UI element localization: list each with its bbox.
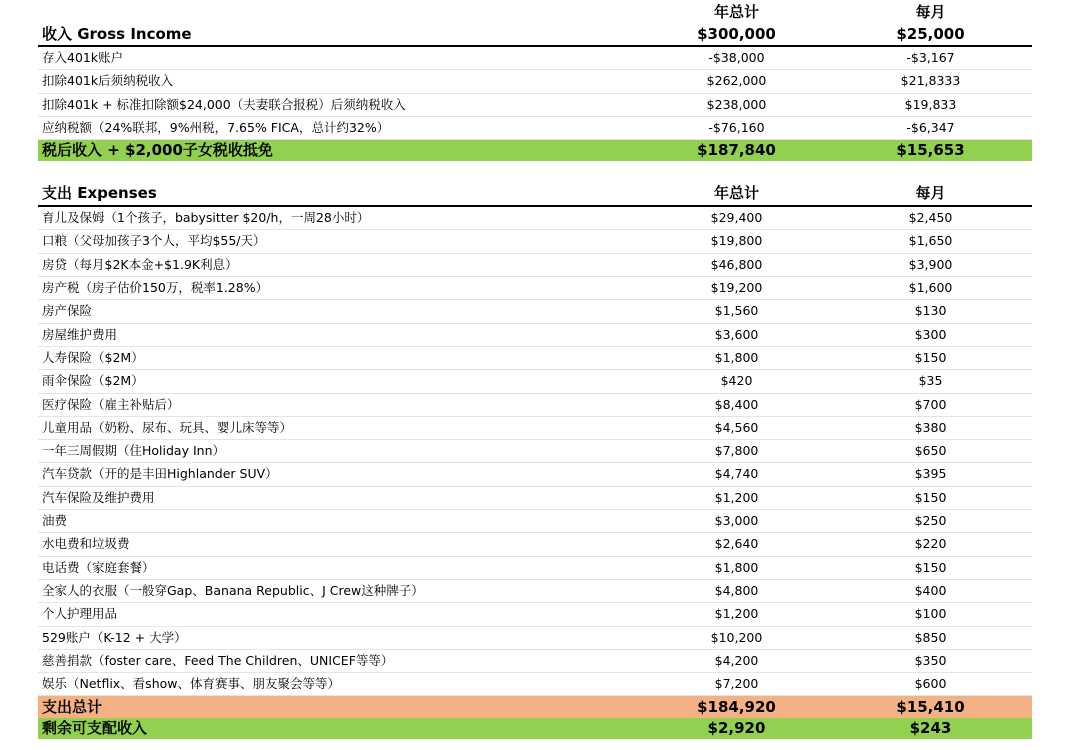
table-row: 油费 $3,000 $250 [38, 510, 1032, 533]
expenses-header-row [38, 182, 1032, 207]
table-row: 育儿及保姆（1个孩子，babysitter $20/h，一周28小时） $29,400 $2,450 [38, 207, 1032, 230]
income-column-headers [38, 0, 1032, 24]
table-row: 电话费（家庭套餐） $1,800 $150 [38, 557, 1032, 580]
net-income-year: $187,840 [697, 141, 776, 160]
table-row: 人寿保险（$2M） $1,800 $150 [38, 347, 1032, 370]
table-row: 慈善捐款（foster care、Feed The Children、UNICEF等等） $4,200 $350 [38, 650, 1032, 673]
table-row: 房产保险 $1,560 $130 [38, 300, 1032, 323]
expenses-total-year: $184,920 [697, 698, 776, 717]
budget-sheet [38, 0, 1032, 739]
gross-year: $300,000 [697, 25, 776, 43]
income-gross-row [38, 24, 1032, 47]
table-row: 存入401k账户 -$38,000 -$3,167 [38, 47, 1032, 70]
table-row: 娱乐（Netflix、看show、体育赛事、朋友聚会等等） $7,200 $600 [38, 673, 1032, 696]
expenses-title: 支出 Expenses [42, 184, 157, 203]
table-row: 一年三周假期（住Holiday Inn） $7,800 $650 [38, 440, 1032, 463]
table-row: 口粮（父母加孩子3个人，平均$55/天） $19,800 $1,650 [38, 230, 1032, 253]
expenses-total-row [38, 696, 1032, 718]
table-row: 个人护理用品 $1,200 $100 [38, 603, 1032, 626]
table-row: 扣除401k + 标准扣除额$24,000（夫妻联合报税）后须纳税收入 $238,000 $19,833 [38, 94, 1032, 117]
table-row: 房贷（每月$2K本金+$1.9K利息） $46,800 $3,900 [38, 254, 1032, 277]
remaining-income-row [38, 718, 1032, 739]
remaining-income-year: $2,920 [707, 719, 766, 738]
expenses-total-month: $15,410 [896, 698, 965, 717]
income-title: 收入 Gross Income [42, 25, 192, 43]
table-row: 水电费和垃圾费 $2,640 $220 [38, 533, 1032, 556]
table-row: 雨伞保险（$2M） $420 $35 [38, 370, 1032, 393]
table-row: 儿童用品（奶粉、尿布、玩具、婴儿床等等） $4,560 $380 [38, 417, 1032, 440]
income-year-header: 年总计 [713, 3, 759, 21]
remaining-income-label: 剩余可支配收入 [42, 719, 148, 738]
expenses-total-label: 支出总计 [42, 698, 103, 717]
net-income-label: 税后收入 + $2,000子女税收抵免 [42, 141, 273, 160]
income-rows [38, 47, 1032, 140]
net-income-month: $15,653 [896, 141, 965, 160]
table-row: 扣除401k后须纳税收入 $262,000 $21,8333 [38, 70, 1032, 93]
table-row: 房产税（房子估价150万，税率1.28%） $19,200 $1,600 [38, 277, 1032, 300]
expense-rows [38, 207, 1032, 696]
table-row: 全家人的衣服（一般穿Gap、Banana Republic、J Crew这种牌子） $4,800 $400 [38, 580, 1032, 603]
income-month-header: 每月 [915, 3, 946, 21]
section-spacer [38, 161, 1032, 182]
expenses-year-header: 年总计 [713, 184, 759, 203]
table-row: 汽车贷款（开的是丰田Highlander SUV） $4,740 $395 [38, 463, 1032, 486]
table-row: 529账户（K-12 + 大学） $10,200 $850 [38, 627, 1032, 650]
remaining-income-month: $243 [909, 719, 952, 738]
gross-month: $25,000 [896, 25, 965, 43]
table-row: 房屋维护费用 $3,600 $300 [38, 324, 1032, 347]
table-row: 汽车保险及维护费用 $1,200 $150 [38, 487, 1032, 510]
net-income-row [38, 140, 1032, 161]
table-row: 应纳税额（24%联邦，9%州税，7.65% FICA，总计约32%） -$76,160 -$6,347 [38, 117, 1032, 140]
table-row: 医疗保险（雇主补贴后） $8,400 $700 [38, 394, 1032, 417]
expenses-month-header: 每月 [915, 184, 946, 203]
